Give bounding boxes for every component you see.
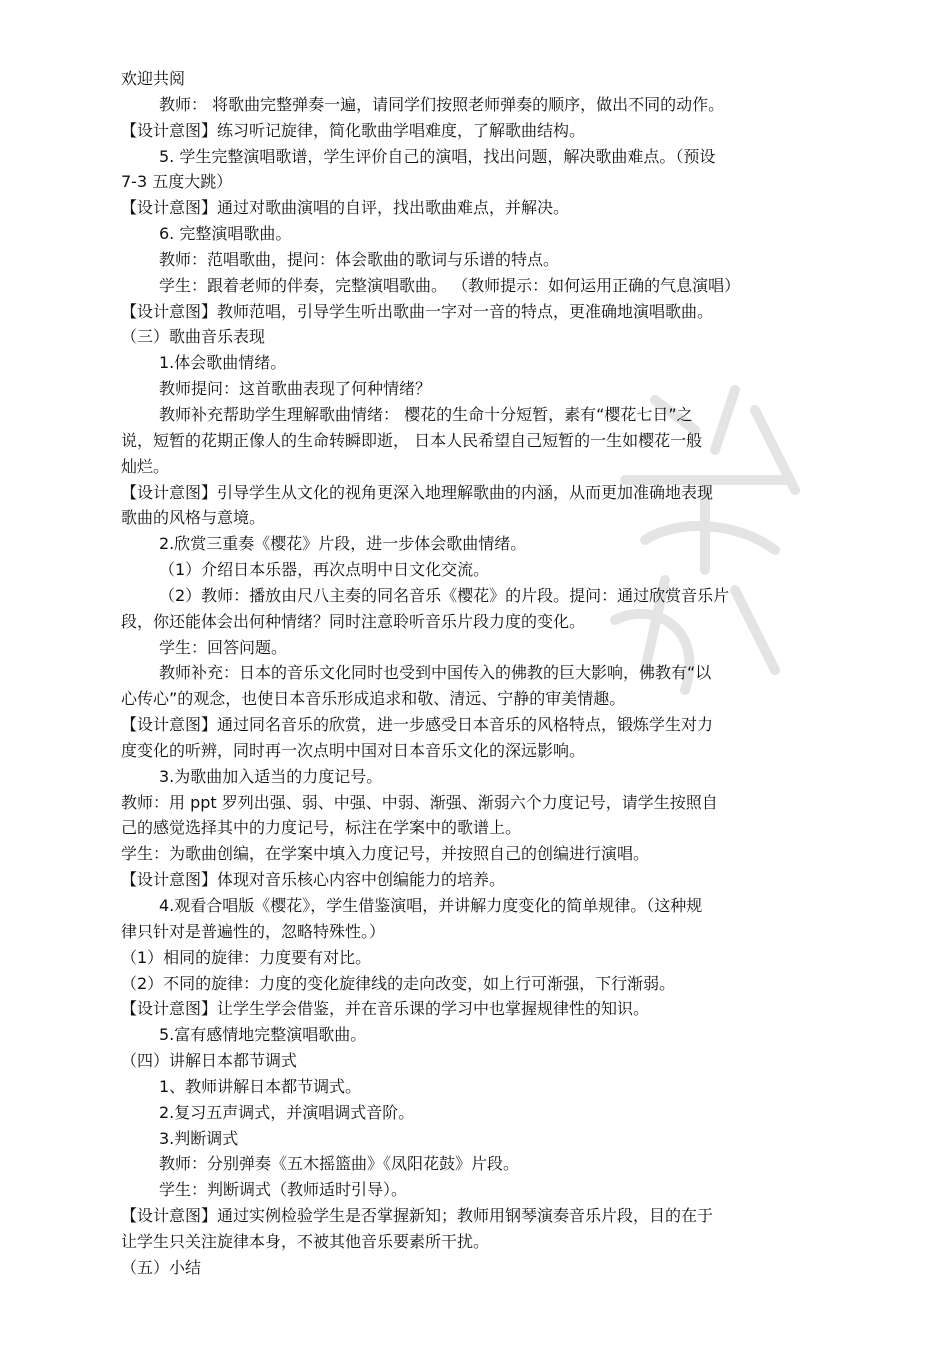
text-line: 度变化的听辨，同时再一次点明中国对日本音乐文化的深远影响。 (121, 740, 586, 760)
text-line: （1）介绍日本乐器，再次点明中日文化交流。 (159, 560, 490, 580)
text-line: 灿烂。 (121, 456, 170, 476)
text-line: 教师：用 ppt 罗列出强、弱、中强、中弱、渐强、渐弱六个力度记号，请学生按照自 (121, 792, 718, 812)
text-line: 2.欣赏三重奏《樱花》片段，进一步体会歌曲情绪。 (159, 534, 527, 554)
text-line: （三）歌曲音乐表现 (121, 327, 266, 347)
text-line: 教师： 将歌曲完整弹奏一遍，请同学们按照老师弹奏的顺序，做出不同的动作。 (159, 94, 725, 114)
text-line: 教师：分别弹奏《五木摇篮曲》《凤阳花鼓》片段。 (159, 1154, 520, 1174)
text-line: 1.体会歌曲情绪。 (159, 353, 287, 373)
text-line: 6. 完整演唱歌曲。 (159, 224, 292, 244)
text-line: 学生：为歌曲创编，在学案中填入力度记号，并按照自己的创编进行演唱。 (121, 844, 650, 864)
text-line: 3.为歌曲加入适当的力度记号。 (159, 766, 383, 786)
text-line: 7-3 五度大跳） (121, 172, 233, 192)
text-line: （五）小结 (121, 1257, 202, 1277)
text-line: （四）讲解日本都节调式 (121, 1051, 298, 1071)
text-line: 5.富有感情地完整演唱歌曲。 (159, 1025, 367, 1045)
text-line: 【设计意图】通过同名音乐的欣赏，进一步感受日本音乐的风格特点，锻炼学生对力 (121, 715, 714, 735)
document-body (121, 66, 821, 1281)
text-line: 欢迎共阅 (121, 69, 186, 88)
text-line: 学生：回答问题。 (159, 637, 288, 657)
text-line: 【设计意图】教师范唱，引导学生听出歌曲一字对一音的特点，更准确地演唱歌曲。 (121, 301, 714, 321)
text-line: 【设计意图】通过对歌曲演唱的自评，找出歌曲难点，并解决。 (121, 198, 570, 218)
text-line: 1、教师讲解日本都节调式。 (159, 1076, 362, 1096)
text-line: 教师：范唱歌曲，提问：体会歌曲的歌词与乐谱的特点。 (159, 249, 560, 269)
text-line: 【设计意图】体现对音乐核心内容中创编能力的培养。 (121, 870, 506, 890)
text-line: 律只针对是普遍性的，忽略特殊性。） (121, 921, 386, 941)
text-line: 3.判断调式 (159, 1128, 239, 1148)
text-line: 【设计意图】引导学生从文化的视角更深入地理解歌曲的内涵，从而更加准确地表现 (121, 482, 714, 502)
text-line: 学生：跟着老师的伴奏，完整演唱歌曲。 （教师提示：如何运用正确的气息演唱） (159, 275, 741, 295)
text-line: 说，短暂的花期正像人的生命转瞬即逝， 日本人民希望自己短暂的一生如樱花一般 (121, 430, 703, 450)
text-line: 让学生只关注旋律本身，不被其他音乐要素所干扰。 (121, 1231, 490, 1251)
text-line: 教师补充：日本的音乐文化同时也受到中国传入的佛教的巨大影响，佛教有“以 (159, 663, 712, 683)
text-line: 段，你还能体会出何种情绪？同时注意聆听音乐片段力度的变化。 (121, 611, 586, 631)
text-line: 教师补充帮助学生理解歌曲情绪： 樱花的生命十分短暂，素有“樱花七日”之 (159, 404, 693, 424)
text-line: 【设计意图】让学生学会借鉴，并在音乐课的学习中也掌握规律性的知识。 (121, 999, 650, 1019)
text-line: 5. 学生完整演唱歌谱，学生评价自己的演唱，找出问题，解决歌曲难点。（预设 (159, 146, 716, 166)
text-line: （2）教师：播放由尺八主奏的同名音乐《樱花》的片段。提问：通过欣赏音乐片 (159, 585, 730, 605)
text-line: 己的感觉选择其中的力度记号，标注在学案中的歌谱上。 (121, 818, 522, 838)
text-line: （1）相同的旋律：力度要有对比。 (121, 947, 372, 967)
text-line: 2.复习五声调式，并演唱调式音阶。 (159, 1102, 415, 1122)
text-line: 心传心”的观念，也使日本音乐形成追求和敬、清远、宁静的审美情趣。 (121, 689, 626, 709)
text-line: 学生：判断调式（教师适时引导）。 (159, 1180, 408, 1200)
text-line: 教师提问：这首歌曲表现了何种情绪？ (159, 379, 432, 399)
text-line: 【设计意图】练习听记旋律，简化歌曲学唱难度，了解歌曲结构。 (121, 120, 586, 140)
text-line: 歌曲的风格与意境。 (121, 508, 266, 528)
text-line: 【设计意图】通过实例检验学生是否掌握新知；教师用钢琴演奏音乐片段，目的在于 (121, 1206, 714, 1226)
text-line: （2）不同的旋律：力度的变化旋律线的走向改变，如上行可渐强，下行渐弱。 (121, 973, 676, 993)
text-line: 4.观看合唱版《樱花》，学生借鉴演唱，并讲解力度变化的简单规律。（这种规 (159, 896, 703, 915)
